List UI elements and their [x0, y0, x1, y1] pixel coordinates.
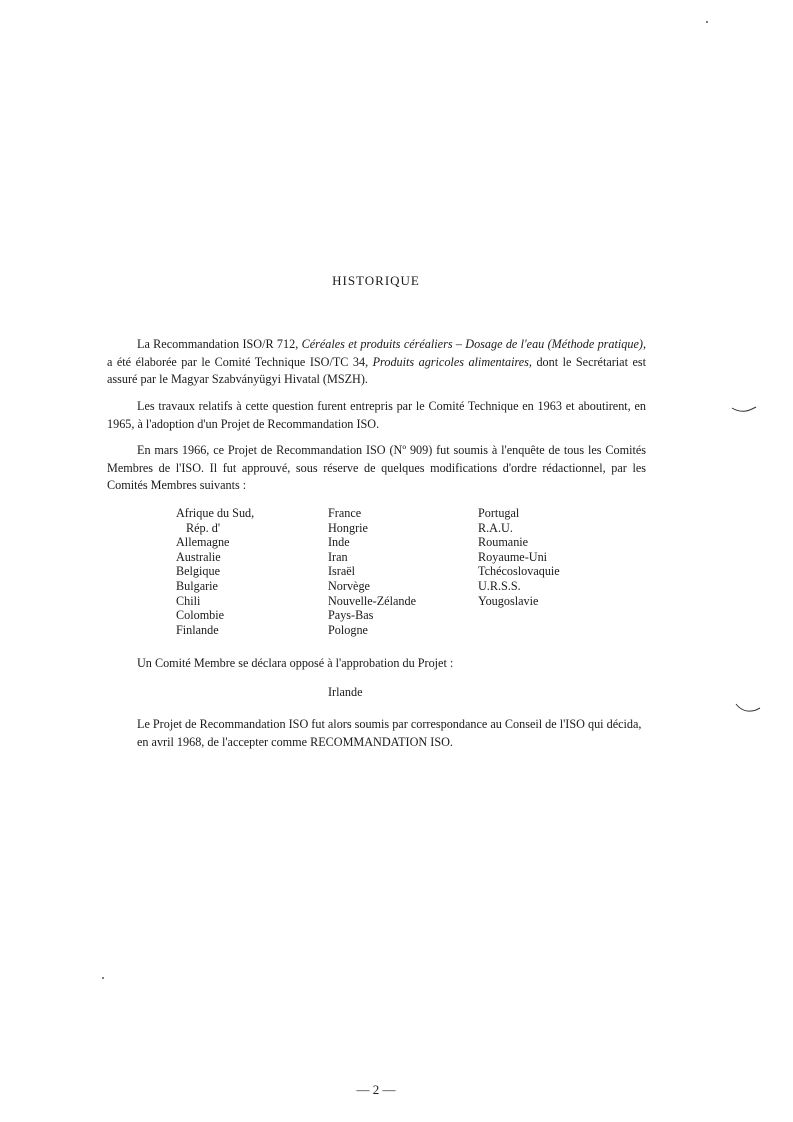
member-item: Iran: [328, 549, 348, 564]
page-title: HISTORIQUE: [332, 273, 420, 288]
member-item: Inde: [328, 535, 350, 550]
members-column-2: [328, 506, 416, 637]
member-item: Australie: [176, 549, 221, 564]
member-item: Portugal: [478, 506, 520, 520]
member-item: Nouvelle-Zélande: [328, 593, 416, 608]
member-item: Tchécoslovaquie: [478, 564, 560, 579]
member-item: Norvège: [328, 578, 370, 593]
paragraph-origin-text-3: dont le Secrétariat est assuré par le Magyar Szabványügyi Hivatal (MSZH).: [107, 354, 646, 386]
speck-2: [101, 976, 105, 980]
member-item: Roumanie: [478, 535, 529, 550]
member-item: Allemagne: [176, 535, 230, 550]
paragraph-enquiry: En mars 1966, ce Projet de Recommandation ISO (Nº 909) fut soumis à l'enquête de tous les Comités Membres de l'ISO. Il fut approuvé, sous réserve de quelques modifications d'ordre rédactionnel, par les Comités Membres suivants :: [107, 443, 646, 492]
member-item: Bulgarie: [176, 578, 218, 593]
member-item: R.A.U.: [478, 520, 513, 535]
member-item: Belgique: [176, 564, 221, 579]
opposed-intro: Un Comité Membre se déclara opposé à l'approbation du Projet :: [137, 656, 454, 670]
member-item: Pologne: [328, 622, 368, 637]
paragraph-final: Le Projet de Recommandation ISO fut alors soumis par correspondance au Conseil de l'ISO qui décida, en avril 1968, de l'accepter comme RECOMMANDATION ISO.: [137, 717, 642, 749]
members-column-3: [478, 506, 560, 608]
paragraph-origin-standard-title: Céréales et produits céréaliers – Dosage de l'eau (Méthode pratique),: [301, 337, 646, 351]
member-item: Colombie: [176, 608, 225, 623]
member-item: Finlande: [176, 622, 219, 637]
member-item: Hongrie: [328, 520, 368, 535]
opposed-member: Irlande: [328, 685, 363, 699]
paragraph-work: Les travaux relatifs à cette question furent entrepris par le Comité Technique en 1963 et aboutirent, en 1965, à l'adoption d'un Projet de Recommandation ISO.: [107, 399, 646, 431]
paragraph-origin-text-2: a été élaborée par le Comité Technique ISO/TC 34,: [107, 354, 373, 369]
paragraph-origin: [107, 336, 646, 389]
member-item: Chili: [176, 593, 201, 608]
member-item: Rép. d': [186, 520, 221, 535]
member-item: Royaume-Uni: [478, 549, 548, 564]
margin-mark-1: [730, 404, 758, 416]
page-number: — 2 —: [356, 1082, 396, 1097]
paragraph-origin-text-1: La Recommandation ISO/R 712,: [137, 337, 302, 351]
member-item: Afrique du Sud,: [176, 506, 255, 520]
member-item: Pays-Bas: [328, 608, 374, 623]
margin-mark-2: [734, 702, 762, 716]
speck-1: [705, 20, 709, 24]
member-item: France: [328, 506, 362, 520]
members-column-1: [176, 506, 254, 637]
member-item: Yougoslavie: [478, 593, 539, 608]
member-item: Israël: [328, 564, 356, 579]
member-item: U.R.S.S.: [478, 578, 521, 593]
paragraph-origin-committee-title: Produits agricoles alimentaires,: [372, 354, 532, 369]
